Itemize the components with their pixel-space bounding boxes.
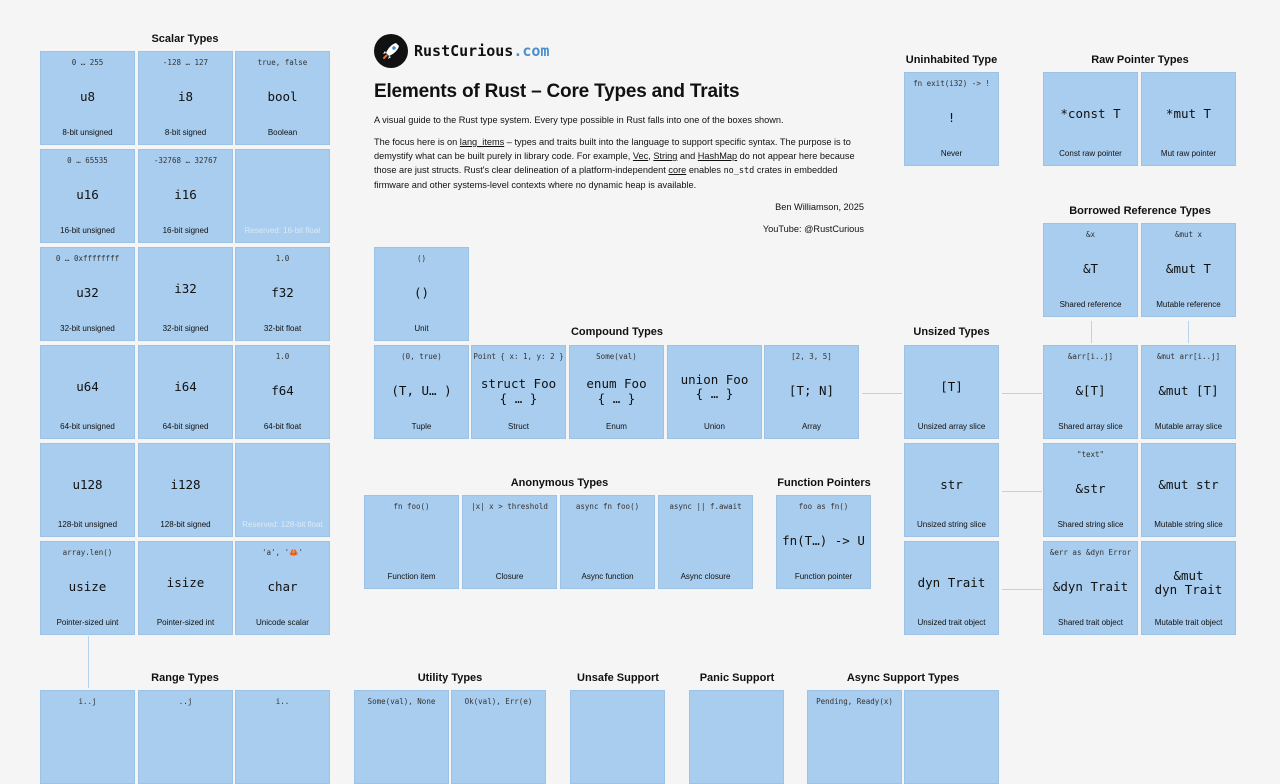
type-box-u128[interactable]: u128 128-bit unsigned bbox=[40, 443, 135, 537]
type-box-shared-reference[interactable]: &x &T Shared reference bbox=[1043, 223, 1138, 317]
type-box-f16-reserved[interactable]: Reserved: 16-bit float bbox=[235, 149, 330, 243]
type-box-range-to[interactable]: ..j bbox=[138, 690, 233, 784]
link-hashmap[interactable]: HashMap bbox=[697, 151, 738, 161]
type-box-i8[interactable]: -128 … 127 i8 8-bit signed bbox=[138, 51, 233, 145]
section-title-anonymous: Anonymous Types bbox=[510, 477, 609, 489]
type-box-u16[interactable]: 0 … 65535 u16 16-bit unsigned bbox=[40, 149, 135, 243]
section-title-range: Range Types bbox=[151, 672, 219, 684]
type-box-mutable-string-slice[interactable]: &mut str Mutable string slice bbox=[1141, 443, 1236, 537]
connector-line bbox=[1091, 321, 1092, 343]
type-box-result[interactable]: Ok(val), Err(e) bbox=[451, 690, 546, 784]
logo-text: RustCurious.com bbox=[414, 42, 550, 60]
type-box-async-closure[interactable]: async || f.await Async closure bbox=[658, 495, 753, 589]
type-box-shared-trait-object[interactable]: &err as &dyn Error &dyn Trait Shared trait object bbox=[1043, 541, 1138, 635]
connector-line bbox=[1002, 589, 1042, 590]
connector-line bbox=[1188, 321, 1189, 343]
type-box-i16[interactable]: -32768 … 32767 i16 16-bit signed bbox=[138, 149, 233, 243]
type-box-unsized-array-slice[interactable]: [T] Unsized array slice bbox=[904, 345, 999, 439]
section-title-borrowed: Borrowed Reference Types bbox=[1069, 205, 1211, 217]
type-box-mutable-array-slice[interactable]: &mut arr[i..j] &mut [T] Mutable array slice bbox=[1141, 345, 1236, 439]
connector-line bbox=[1002, 393, 1042, 394]
type-box-const-raw-pointer[interactable]: *const T Const raw pointer bbox=[1043, 72, 1138, 166]
type-box-panic-support[interactable] bbox=[689, 690, 784, 784]
section-title-panic: Panic Support bbox=[699, 672, 775, 684]
type-box-i128[interactable]: i128 128-bit signed bbox=[138, 443, 233, 537]
section-title-async: Async Support Types bbox=[846, 672, 960, 684]
type-box-shared-string-slice[interactable]: "text" &str Shared string slice bbox=[1043, 443, 1138, 537]
type-box-i64[interactable]: i64 64-bit signed bbox=[138, 345, 233, 439]
link-core[interactable]: core bbox=[668, 165, 687, 175]
type-box-u64[interactable]: u64 64-bit unsigned bbox=[40, 345, 135, 439]
intro-paragraph-2: The focus here is on lang_items – types and traits built into the language to support specific syntax. The purpose is to demystify what can be built purely in library code. For example, Vec, String and HashMap do not appear here because those are just structs. Rust's clear delineation of a platform-independent core enables no_std crates in embedded firmware and other systems-level contexts where no dynamic heap is available. bbox=[374, 137, 855, 190]
type-box-unit[interactable]: () () Unit bbox=[374, 247, 469, 341]
link-vec[interactable]: Vec bbox=[632, 151, 649, 161]
youtube-link[interactable]: @RustCurious bbox=[804, 224, 864, 234]
type-box-async-function[interactable]: async fn foo() Async function bbox=[560, 495, 655, 589]
type-box-mutable-reference[interactable]: &mut x &mut T Mutable reference bbox=[1141, 223, 1236, 317]
logo[interactable] bbox=[374, 34, 864, 68]
section-title-unsafe: Unsafe Support bbox=[577, 672, 659, 684]
section-title-compound: Compound Types bbox=[570, 326, 664, 338]
section-title-function-pointers: Function Pointers bbox=[777, 477, 871, 489]
type-box-f32[interactable]: 1.0 f32 32-bit float bbox=[235, 247, 330, 341]
type-box-union[interactable]: union Foo { … } Union bbox=[667, 345, 762, 439]
type-box-range-from[interactable]: i.. bbox=[235, 690, 330, 784]
section-title-uninhabited: Uninhabited Type bbox=[905, 54, 998, 66]
intro-paragraph-1: A visual guide to the Rust type system. Every type possible in Rust falls into one of the boxes shown. bbox=[374, 115, 784, 125]
type-box-u8[interactable]: 0 … 255 u8 8-bit unsigned bbox=[40, 51, 135, 145]
intro-text bbox=[374, 113, 864, 192]
type-box-closure[interactable]: |x| x > threshold Closure bbox=[462, 495, 557, 589]
type-box-char[interactable]: 'a', '🦀' char Unicode scalar bbox=[235, 541, 330, 635]
type-box-unsized-string-slice[interactable]: str Unsized string slice bbox=[904, 443, 999, 537]
page-title: Elements of Rust – Core Types and Traits bbox=[374, 81, 740, 102]
connector-line bbox=[1002, 491, 1042, 492]
type-box-tuple[interactable]: (0, true) (T, U… ) Tuple bbox=[374, 345, 469, 439]
section-title-raw-pointer: Raw Pointer Types bbox=[1091, 54, 1189, 66]
type-box-range[interactable]: i..j bbox=[40, 690, 135, 784]
type-box-usize[interactable]: array.len() usize Pointer-sized uint bbox=[40, 541, 135, 635]
type-box-async-support[interactable] bbox=[904, 690, 999, 784]
section-title-scalar: Scalar Types bbox=[151, 33, 219, 45]
type-box-unsafe-support[interactable] bbox=[570, 690, 665, 784]
type-box-i32[interactable]: i32 32-bit signed bbox=[138, 247, 233, 341]
section-title-unsized: Unsized Types bbox=[913, 326, 990, 338]
type-box-f128-reserved[interactable]: Reserved: 128-bit float bbox=[235, 443, 330, 537]
type-box-f64[interactable]: 1.0 f64 64-bit float bbox=[235, 345, 330, 439]
link-lang-items[interactable]: lang_items bbox=[459, 137, 505, 147]
type-box-never[interactable]: fn exit(i32) -> ! ! Never bbox=[904, 72, 999, 166]
type-box-option[interactable]: Some(val), None bbox=[354, 690, 449, 784]
type-box-u32[interactable]: 0 … 0xffffffff u32 32-bit unsigned bbox=[40, 247, 135, 341]
header bbox=[374, 34, 864, 236]
type-box-enum[interactable]: Some(val) enum Foo { … } Enum bbox=[569, 345, 664, 439]
rocket-icon bbox=[374, 34, 408, 68]
link-string[interactable]: String bbox=[653, 151, 678, 161]
type-box-poll[interactable]: Pending, Ready(x) bbox=[807, 690, 902, 784]
type-box-unsized-trait-object[interactable]: dyn Trait Unsized trait object bbox=[904, 541, 999, 635]
author: Ben Williamson, 2025 bbox=[775, 202, 864, 212]
type-box-struct[interactable]: Point { x: 1, y: 2 } struct Foo { … } Struct bbox=[471, 345, 566, 439]
type-box-bool[interactable]: true, false bool Boolean bbox=[235, 51, 330, 145]
type-box-array[interactable]: [2, 3, 5] [T; N] Array bbox=[764, 345, 859, 439]
type-box-function-item[interactable]: fn foo() Function item bbox=[364, 495, 459, 589]
type-box-mutable-trait-object[interactable]: &mut dyn Trait Mutable trait object bbox=[1141, 541, 1236, 635]
type-box-shared-array-slice[interactable]: &arr[i..j] &[T] Shared array slice bbox=[1043, 345, 1138, 439]
type-box-mut-raw-pointer[interactable]: *mut T Mut raw pointer bbox=[1141, 72, 1236, 166]
youtube-credit: YouTube: @RustCurious bbox=[762, 224, 864, 234]
type-box-isize[interactable]: isize Pointer-sized int bbox=[138, 541, 233, 635]
type-box-function-pointer[interactable]: foo as fn() fn(T…) -> U Function pointer bbox=[776, 495, 871, 589]
connector-line bbox=[862, 393, 902, 394]
section-title-utility: Utility Types bbox=[417, 672, 483, 684]
